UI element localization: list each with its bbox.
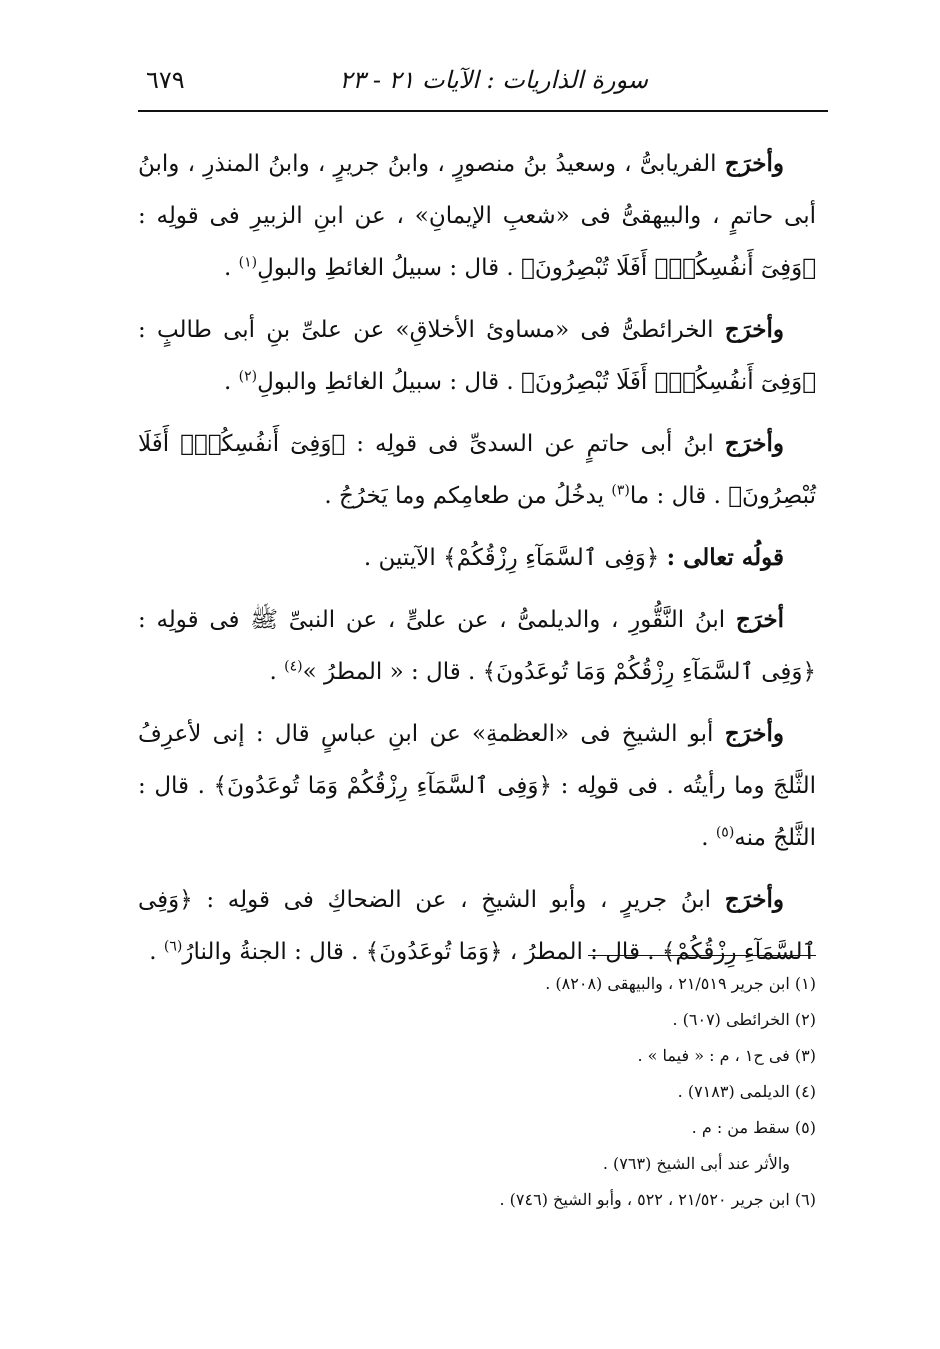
paragraph-lead: وأخرَج <box>724 430 784 457</box>
paragraph-end: . <box>223 255 239 281</box>
footnote-marker: (٣) <box>611 482 630 499</box>
paragraph-7 <box>138 874 816 978</box>
paragraph-text: أبو الشيخِ فى «العظمةِ» عن ابنِ عباسٍ قال : إنى لأعرِفُ الثَّلجَ وما رأيتُه . فى قولِه : ﴿وَفِى ٱلسَّمَآءِ رِزْقُكُمْ وَمَا تُوعَدُونَ﴾ . قال : الثَّلجُ منه <box>138 721 816 851</box>
paragraph-end: . <box>701 825 716 851</box>
footnote-4: (٤) الديلمى (٧١٨٣) . <box>677 1082 816 1101</box>
page-number: ٦٧٩ <box>146 66 185 94</box>
footnote-5-continued: والأثر عند أبى الشيخ (٧٦٣) . <box>602 1154 790 1173</box>
heading-lead: قولُه تعالى : <box>666 544 784 571</box>
footnote-marker: (٢) <box>238 368 258 385</box>
footnote-separator <box>588 955 816 956</box>
paragraph-5 <box>138 594 816 698</box>
paragraph-2 <box>138 304 816 408</box>
footnotes <box>138 966 816 1218</box>
footnote-6: (٦) ابن جرير ٢١/٥٢٠ ، ٥٢٢ ، وأبو الشيخ (٧٤٦) . <box>499 1190 816 1209</box>
main-text <box>138 138 816 988</box>
footnote-5: (٥) سقط من : م . <box>691 1118 816 1137</box>
section-heading <box>138 532 816 584</box>
paragraph-1 <box>138 138 816 294</box>
paragraph-text: ابنُ أبى حاتمٍ عن السدىِّ فى قولِه : ﴿وَفِىٓ أَنفُسِكُمْۚ أَفَلَا تُبْصِرُونَ﴾ . قال : ما <box>138 431 816 509</box>
paragraph-text: الخرائطىُّ فى «مساوئ الأخلاقِ» عن علىِّ بنِ أبى طالبٍ : ﴿وَفِىٓ أَنفُسِكُمْۚ أَفَلَا تُبْصِرُونَ﴾ . قال : سبيلُ الغائطِ والبولِ <box>138 317 816 395</box>
paragraph-end: . <box>149 939 164 965</box>
paragraph-3 <box>138 418 816 522</box>
paragraph-lead: وأخرَج <box>724 886 784 913</box>
paragraph-lead: أخرَج <box>735 606 784 633</box>
paragraph-6 <box>138 708 816 864</box>
paragraph-end: . <box>269 659 285 685</box>
heading-text: ﴿وَفِى ٱلسَّمَآءِ رِزْقُكُمْ﴾ الآيتين . <box>363 545 667 571</box>
footnote-marker: (٥) <box>715 824 735 841</box>
paragraph-end: . <box>223 369 239 395</box>
footnote-marker: (٦) <box>163 938 183 955</box>
header-rule <box>138 110 828 112</box>
surah-heading: سورة الذاريات : الآيات ٢١ - ٢٣ <box>339 66 648 94</box>
paragraph-text: ابنُ جريرٍ ، وأبو الشيخِ ، عن الضحاكِ فى قولِه : ﴿وَفِى ٱلسَّمَآءِ رِزْقُكُمْ﴾ . قال : المطرُ ، ﴿وَمَا تُوعَدُونَ﴾ . قال : الجنةُ والنارُ <box>138 887 816 965</box>
footnote-2: (٢) الخرائطى (٦٠٧) . <box>672 1010 816 1029</box>
paragraph-end: يدخُلُ من طعامِكم وما يَخرُجُ . <box>324 483 612 509</box>
paragraph-text: ابنُ النَّقُّورِ ، والديلمىُّ ، عن علىٍّ ، عن النبىِّ ﷺ فى قولِه : ﴿وَفِى ٱلسَّمَآءِ رِزْقُكُمْ وَمَا تُوعَدُونَ﴾ . قال : « المطرُ » <box>138 607 816 685</box>
paragraph-lead: وأخرَج <box>724 720 784 747</box>
footnote-marker: (٤) <box>284 658 303 675</box>
footnote-3: (٣) فى ح١ ، م : « فيما » . <box>637 1046 816 1065</box>
footnote-marker: (١) <box>238 254 258 271</box>
paragraph-lead: وأخرَج <box>724 150 784 177</box>
paragraph-lead: وأخرَج <box>724 316 784 343</box>
paragraph-text: الفريابىُّ ، وسعيدُ بنُ منصورٍ ، وابنُ جريرٍ ، وابنُ المنذرِ ، وابنُ أبى حاتمٍ ، والبيهقىُّ فى «شعبِ الإيمانِ» ، عن ابنِ الزبيرِ فى قولِه : ﴿وَفِىٓ أَنفُسِكُمْۚ أَفَلَا تُبْصِرُونَ﴾ . قال : سبيلُ الغائطِ والبولِ <box>138 151 816 281</box>
running-header <box>138 62 828 102</box>
footnote-1: (١) ابن جرير ٢١/٥١٩ ، والبيهقى (٨٢٠٨) . <box>545 974 816 993</box>
